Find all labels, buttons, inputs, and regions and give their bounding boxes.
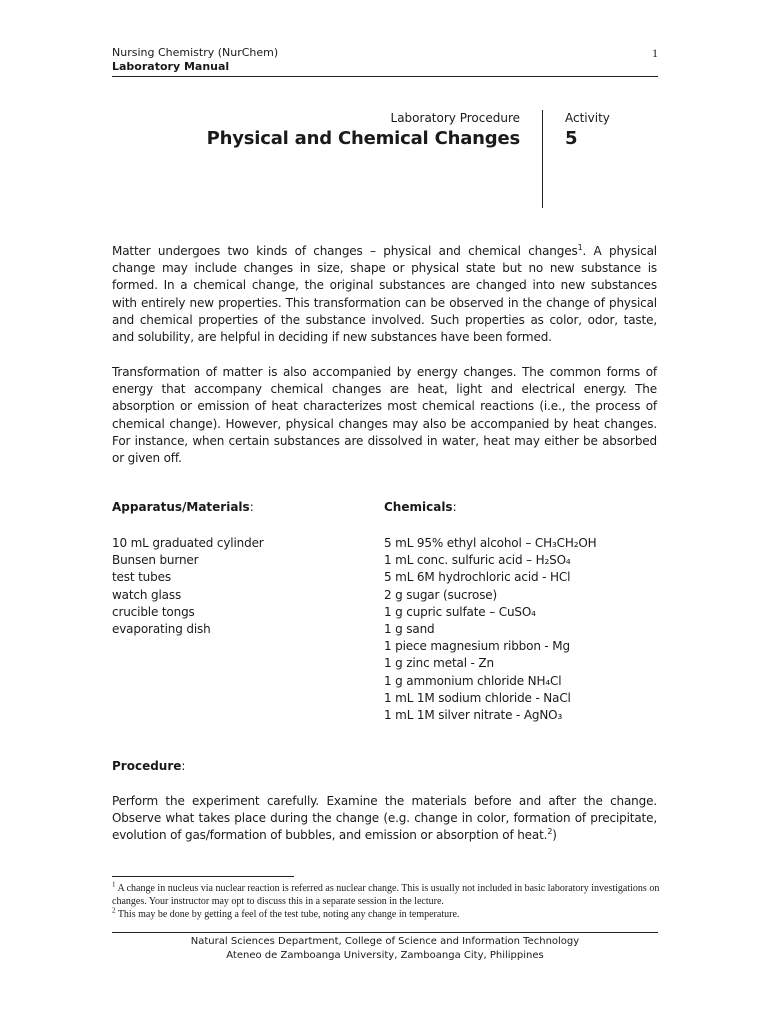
title-divider (542, 110, 543, 208)
list-item: 1 g cupric sulfate – CuSO₄ (384, 604, 536, 619)
list-item: 2 g sugar (sucrose) (384, 587, 498, 602)
apparatus-heading-text: Apparatus/Materials (112, 500, 250, 514)
apparatus-heading (112, 500, 254, 514)
footnote-2 (112, 906, 660, 922)
list-item: test tubes (112, 570, 171, 585)
footnote-1 (112, 880, 660, 908)
page-number: 1 (652, 46, 658, 60)
footer-line-1: Natural Sciences Department, College of Science and Information Technology (190, 936, 580, 947)
intro-text-1a: Matter undergoes two kinds of changes – physical and chemical changes (112, 244, 578, 258)
list-item: 1 g ammonium chloride NH₄Cl (384, 673, 562, 688)
list-item: 1 g zinc metal - Zn (384, 656, 494, 671)
footer-rule (112, 932, 658, 933)
intro-text-1b: . A physical change may include changes in size, shape or physical state but no new substance is formed. In a chemical change, the original substances are changed into new substances with entirely new properties. This transformation can be observed in the change of physical and chemical properties of the substance involved. Such properties as color, odor, taste, and solubility, are helpful in deciding if new substances have been formed. (112, 244, 657, 345)
list-item: 1 mL 1M silver nitrate - AgNO₃ (384, 708, 563, 723)
procedure-text: Perform the experiment carefully. Examine the materials before and after the change. Observe what takes place during the change (e.g. change in color, formation of precipitate, evolution of gas/formation of bubbles, and emission or absorption of heat. (112, 794, 657, 843)
list-item: evaporating dish (112, 622, 211, 637)
list-item: 1 mL 1M sodium chloride - NaCl (384, 690, 571, 705)
list-item: 1 piece magnesium ribbon - Mg (384, 639, 570, 654)
footnote-mark-2: 2 (112, 906, 116, 915)
list-item: Bunsen burner (112, 553, 199, 568)
footnote-rule (112, 876, 294, 877)
intro-paragraph-2: Transformation of matter is also accompanied by energy changes. The common forms of energy that accompany chemical changes are heat, light and electrical energy. The absorption or emission of heat characterizes most chemical reactions (i.e., the process of chemical change). However, physical changes may also be accompanied by heat changes. For instance, when certain substances are dissolved in water, heat may either be absorbed or given off. (112, 365, 657, 466)
intro-paragraph-1 (112, 243, 657, 346)
running-header (112, 46, 658, 74)
procedure-paragraph (112, 793, 657, 845)
page-title: Physical and Chemical Changes (206, 128, 520, 149)
chemicals-list (384, 535, 674, 724)
list-item: crucible tongs (112, 604, 195, 619)
apparatus-list (112, 535, 372, 638)
chemicals-heading (384, 500, 457, 514)
apparatus-heading-colon: : (249, 500, 254, 514)
list-item: 5 mL 95% ethyl alcohol – CH₃CH₂OH (384, 536, 597, 550)
footer-line-2: Ateneo de Zamboanga University, Zamboanga City, Philippines (226, 950, 544, 961)
header-rule (112, 76, 658, 77)
list-item: 5 mL 6M hydrochloric acid - HCl (384, 570, 571, 585)
manual-name: Laboratory Manual (112, 60, 230, 73)
procedure-label: Laboratory Procedure (390, 111, 520, 125)
course-name: Nursing Chemistry (NurChem) (112, 46, 279, 59)
activity-number: 5 (565, 128, 578, 149)
chemicals-heading-colon: : (452, 500, 457, 514)
chemicals-heading-text: Chemicals (384, 500, 453, 514)
list-item: 10 mL graduated cylinder (112, 536, 264, 550)
list-item: 1 mL conc. sulfuric acid – H₂SO₄ (384, 553, 571, 568)
procedure-heading-text: Procedure (112, 759, 182, 773)
footnote-ref-1[interactable]: 1 (577, 243, 583, 252)
list-item: watch glass (112, 587, 182, 602)
procedure-heading-colon: : (181, 759, 186, 773)
footnote-text-2: This may be done by getting a feel of the test tube, noting any change in temperature. (115, 909, 460, 920)
list-item: 1 g sand (384, 622, 435, 637)
procedure-closing: ) (552, 828, 557, 843)
procedure-heading (112, 759, 185, 773)
activity-label: Activity (565, 111, 610, 125)
footnote-text-1: A change in nucleus via nuclear reaction is referred as nuclear change. This is usually not included in basic laboratory investigations on changes. Your instructor may opt to discuss this in a separate session in the lecture. (112, 883, 660, 907)
footnote-mark-1: 1 (112, 880, 116, 889)
footnote-ref-2[interactable]: 2 (547, 827, 553, 837)
